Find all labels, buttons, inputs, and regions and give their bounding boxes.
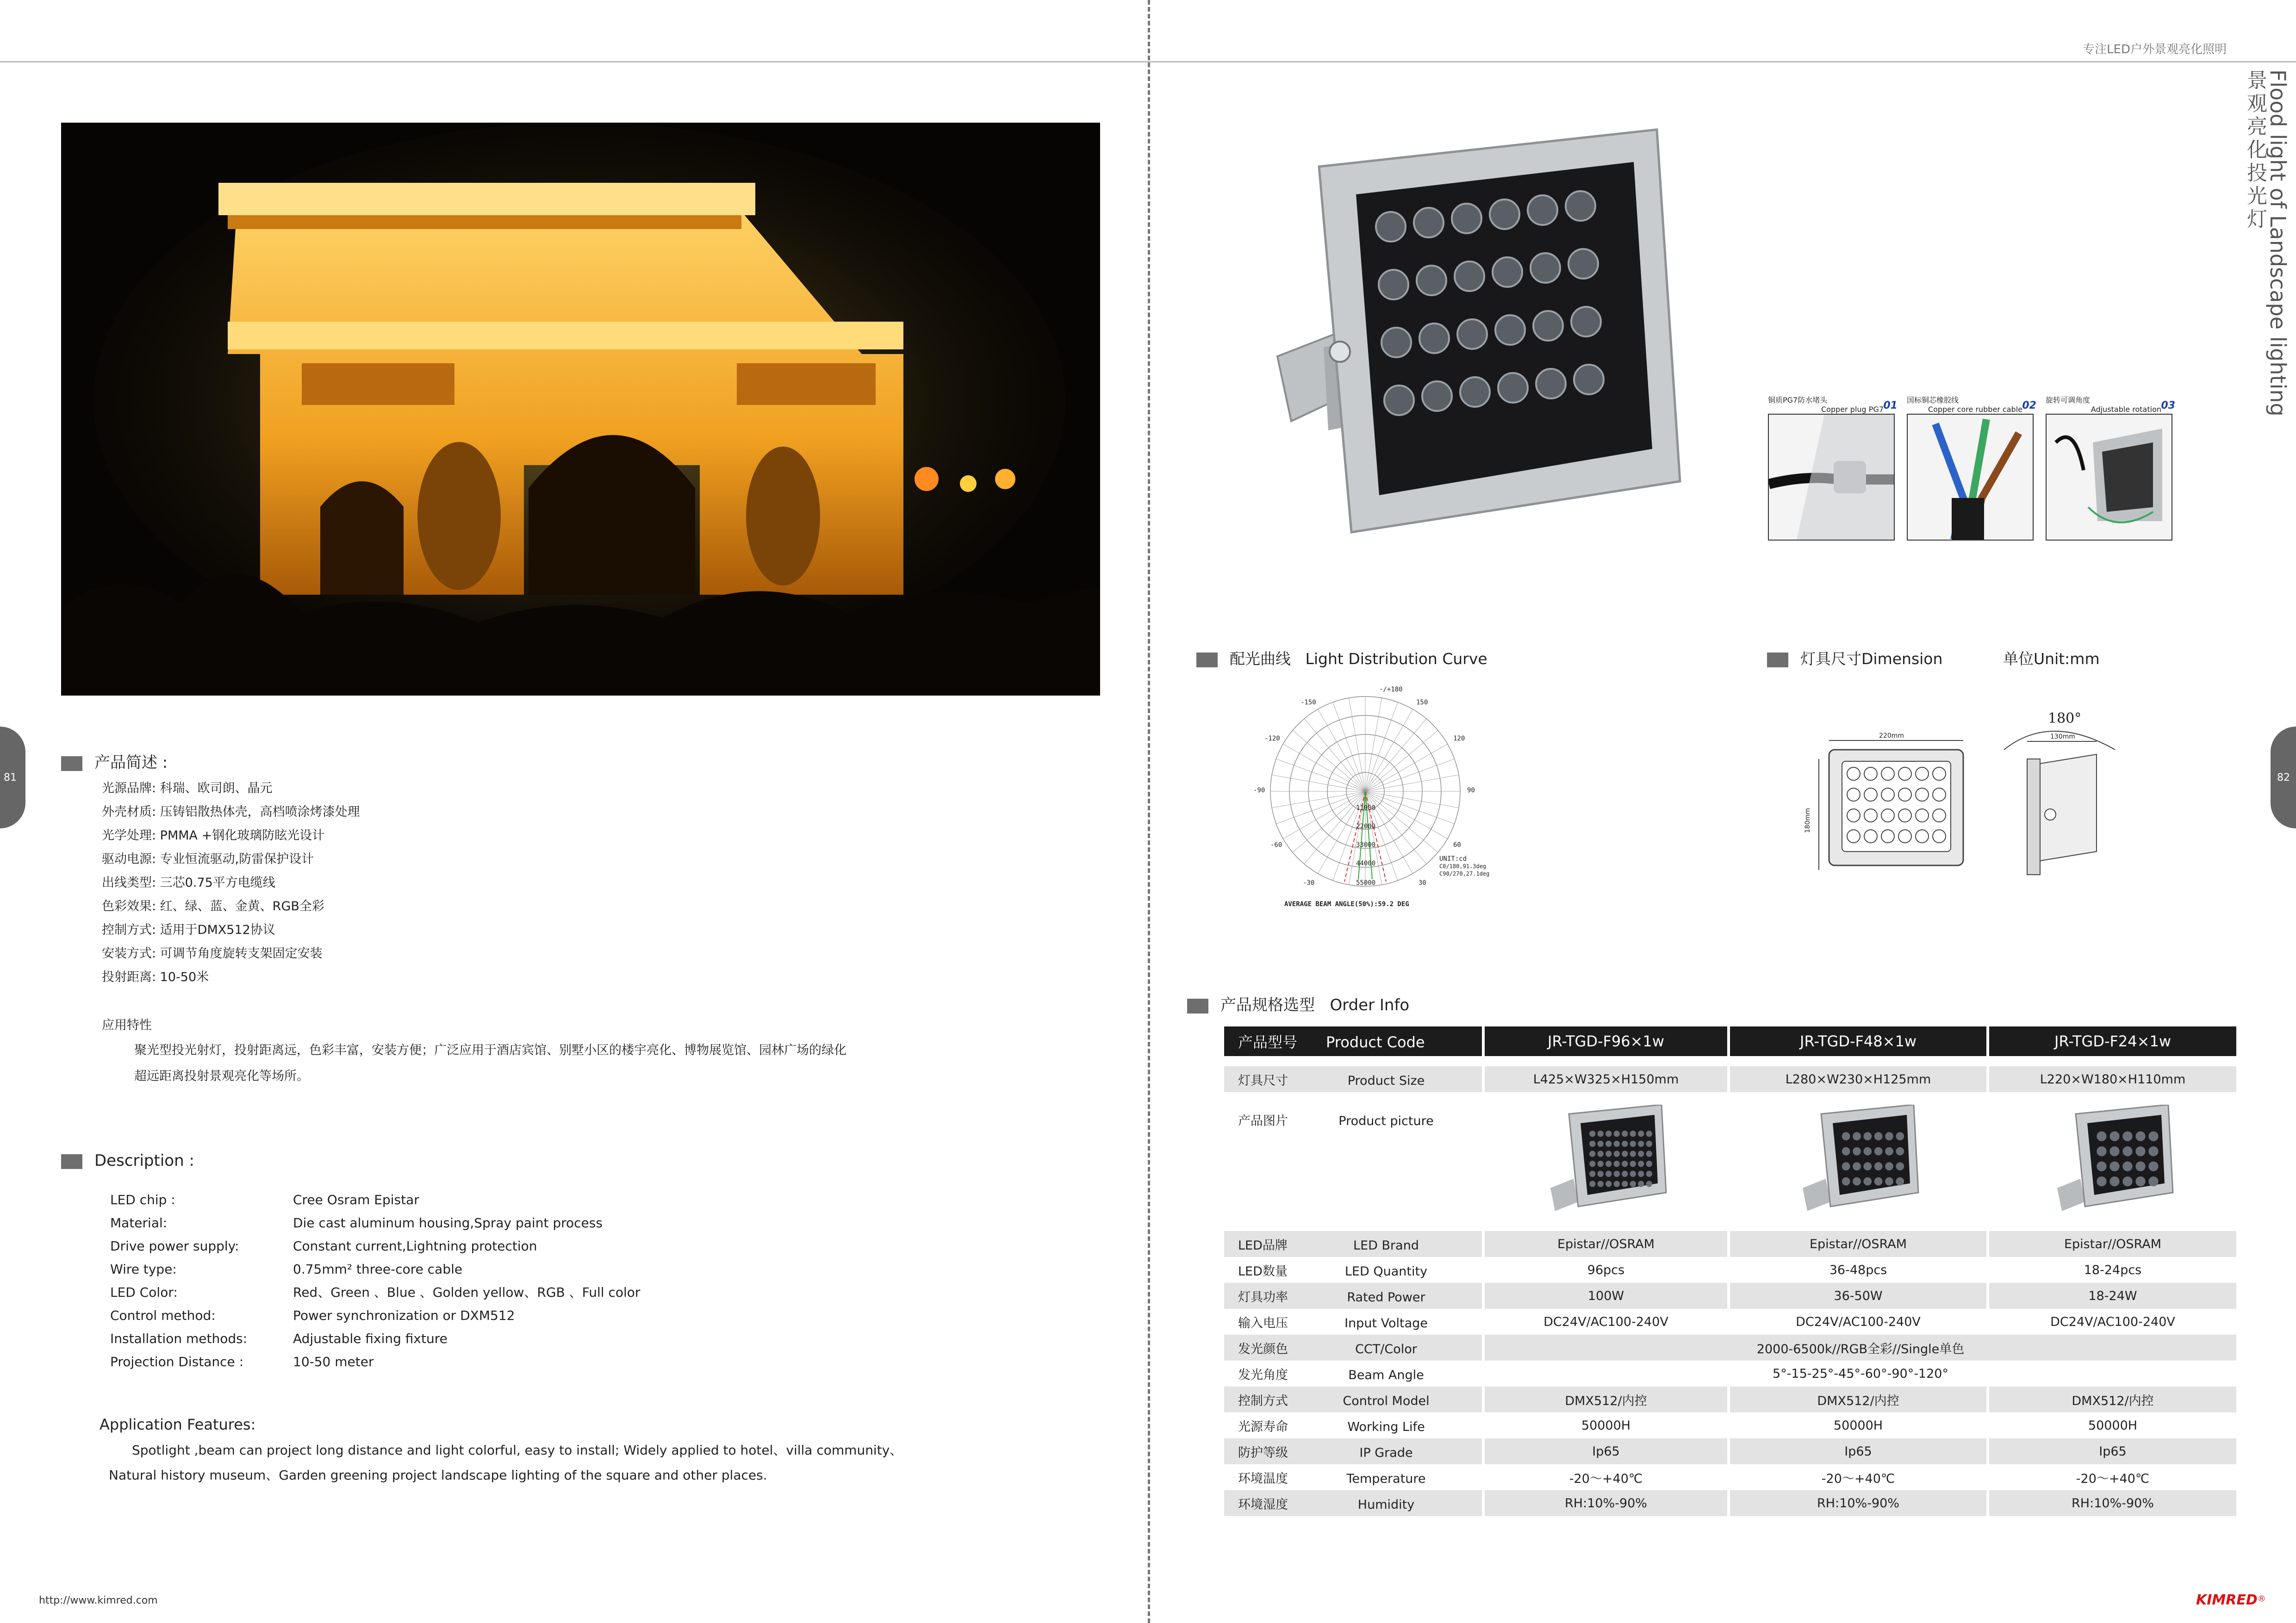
led-lens (2135, 1131, 2145, 1141)
angle-label: 90 (1467, 787, 1475, 794)
table-row: 控制方式 Control Model DMX512/内控 DMX512/内控 DMX512/内控 (1224, 1387, 2238, 1412)
led-outline (1933, 809, 1946, 822)
table-row: 发光角度 Beam Angle 5°-15-25°-45°-60°-90°-120° (1224, 1361, 2238, 1387)
detail-image (2046, 414, 2172, 541)
app-text-en-1: Spotlight ,beam can project long distance and light colorful, easy to install; Widely applied to hotel、villa community、 (132, 1443, 903, 1458)
led-lens (1863, 1177, 1872, 1185)
led-lens (1885, 1147, 1893, 1155)
led-lens (1598, 1170, 1604, 1176)
led-lens (1605, 1140, 1612, 1146)
angle-label: 60 (1453, 841, 1461, 849)
led-lens (1571, 307, 1601, 336)
led-lens (2109, 1131, 2119, 1141)
c0-label: C0/180,91.3deg (1439, 863, 1487, 870)
summary-line: 色彩效果: 红、绿、蓝、金黄、RGB全彩 (102, 899, 324, 914)
led-lens (1874, 1147, 1883, 1155)
summary-list (102, 777, 360, 989)
led-lens (1419, 323, 1449, 353)
led-lens (1630, 1131, 1636, 1137)
page-tab-right (2271, 727, 2296, 828)
led-lens (1568, 249, 1598, 279)
led-outline (1916, 809, 1929, 822)
description-row: LED Color: Red、Green 、Blue 、Golden yellow、RGB 、Full color (110, 1285, 641, 1300)
polar-grid (1270, 696, 1460, 886)
order-table (1224, 1026, 2239, 1516)
led-lens (1455, 261, 1484, 291)
detail-copper-cable: 国标铜芯橡胶线 Copper core rubber cable 02 (1907, 394, 2041, 541)
led-outline (1864, 830, 1877, 843)
app-heading-en: Application Features: (100, 1416, 256, 1433)
angle-label: -120 (1264, 735, 1280, 742)
table-row: 环境温度 Temperature -20～+40℃ -20～+40℃ -20～+40℃ (1224, 1464, 2238, 1490)
led-lens (1853, 1177, 1861, 1185)
led-lens (1630, 1161, 1636, 1167)
led-lens (2148, 1161, 2158, 1171)
led-lens (1589, 1170, 1595, 1176)
led-lens (1622, 1131, 1628, 1137)
led-outline (1916, 767, 1929, 780)
led-outline (1898, 767, 1911, 780)
led-lens (1417, 266, 1446, 295)
app-text-en-2: Natural history museum、Garden greening project landscape lighting of the square and other places. (109, 1468, 767, 1483)
led-lens (1589, 1150, 1595, 1157)
led-lens (2148, 1176, 2158, 1186)
led-outline (1916, 830, 1929, 843)
led-lens (1614, 1181, 1620, 1187)
led-outline (1916, 788, 1929, 801)
led-outline (1898, 809, 1911, 822)
angle-label: 30 (1419, 879, 1426, 887)
led-lens (1630, 1140, 1636, 1146)
led-lens (1630, 1170, 1636, 1176)
ring-label: 33000 (1356, 841, 1376, 849)
led-lens (2097, 1131, 2106, 1141)
led-lens (1622, 1140, 1628, 1146)
led-lens (1605, 1131, 1612, 1137)
vertical-title-en: Flood light of Landscape lighting (2265, 69, 2290, 417)
led-outline (1933, 767, 1946, 780)
led-lens (1422, 381, 1452, 411)
led-lens (1614, 1140, 1620, 1146)
led-lens (1533, 311, 1563, 341)
led-lens (1896, 1132, 1904, 1140)
unit-label: UNIT:cd (1439, 855, 1467, 863)
led-lens (2097, 1146, 2106, 1156)
led-outline (1881, 830, 1894, 843)
led-lens (1452, 204, 1481, 233)
beam-angle-label: AVERAGE BEAM ANGLE(50%):59.2 DEG (1284, 901, 1409, 908)
app-text-cn-1: 聚光型投光射灯，投射距离远，色彩丰富，安装方便；广泛应用于酒店宾馆、别墅小区的楼宇亮化、博物展览馆、园林广场的绿化 (134, 1043, 846, 1057)
led-lens (2122, 1131, 2132, 1141)
model-code: JR-TGD-F48×1w (1729, 1026, 1988, 1061)
width-label: 220mm (1879, 732, 1904, 740)
led-lens (1885, 1162, 1893, 1170)
summary-line: 控制方式: 适用于DMX512协议 (102, 923, 275, 937)
led-outline (1847, 767, 1860, 780)
led-lens (1853, 1162, 1861, 1170)
led-lens (1589, 1131, 1595, 1137)
angle-label: -90 (1253, 787, 1265, 794)
summary-line: 出线类型: 三芯0.75平方电缆线 (102, 876, 275, 890)
detail-copper-plug: 铜质PG7防水堵头 Copper plug PG7 01 (1768, 394, 1902, 541)
angle-label: -60 (1270, 841, 1282, 849)
footer-url[interactable]: http://www.kimred.com (39, 1595, 158, 1606)
led-lens (1646, 1150, 1652, 1157)
led-lens (1874, 1162, 1883, 1170)
led-lens (1536, 369, 1566, 398)
led-lens (1863, 1147, 1872, 1155)
led-lens (2122, 1176, 2132, 1186)
led-lens (1379, 270, 1408, 299)
led-outline (1864, 788, 1877, 801)
led-lens (1638, 1170, 1644, 1176)
led-lens (2122, 1146, 2132, 1156)
led-lens (1605, 1150, 1612, 1157)
header-tagline: 专注LED户外景观亮化照明 (2083, 43, 2227, 56)
curve-heading: 配光曲线 Light Distribution Curve (1196, 647, 1487, 669)
table-row: 输入电压 Input Voltage DC24V/AC100-240V DC24V/AC100-240V DC24V/AC100-240V (1224, 1309, 2238, 1335)
led-lens (2109, 1161, 2119, 1171)
led-lens (1622, 1161, 1628, 1167)
led-lens (1842, 1132, 1850, 1140)
description-row: Installation methods: Adjustable fixing fixture (110, 1331, 448, 1346)
summary-heading: 产品简述 : (61, 750, 168, 772)
table-row: LED数量 LED Quantity 96pcs 36-48pcs 18-24pcs (1224, 1257, 2238, 1283)
led-lens (2109, 1146, 2119, 1156)
led-lens (1646, 1170, 1652, 1176)
led-outline (1898, 830, 1911, 843)
dimension-drawing (1800, 703, 2171, 889)
led-lens (1646, 1140, 1652, 1146)
ring-label: 22000 (1356, 823, 1376, 830)
led-lens (1598, 1181, 1604, 1187)
page-number-right: 82 (2277, 772, 2290, 784)
led-outline (1881, 788, 1894, 801)
table-row: 防护等级 IP Grade Ip65 Ip65 Ip65 (1224, 1438, 2238, 1464)
ring-label: 55000 (1356, 879, 1376, 887)
led-lens (1638, 1131, 1644, 1137)
led-lens (1493, 257, 1522, 287)
led-lens (1589, 1140, 1595, 1146)
led-lens (1630, 1181, 1636, 1187)
led-lens (2135, 1161, 2145, 1171)
led-lens (1630, 1150, 1636, 1157)
table-row: 灯具功率 Rated Power 100W 36-50W 18-24W (1224, 1283, 2238, 1309)
led-lens (1638, 1181, 1644, 1187)
led-lens (1566, 191, 1595, 221)
ring-label: 44000 (1356, 860, 1376, 867)
c90-label: C90/270,27.1deg (1439, 871, 1490, 877)
description-row: Wire type: 0.75mm² three-core cable (110, 1262, 463, 1277)
led-lens (1896, 1162, 1904, 1170)
model-code: JR-TGD-F24×1w (1988, 1026, 2238, 1061)
led-lens (1885, 1132, 1893, 1140)
summary-line: 光学处理: PMMA +钢化玻璃防眩光设计 (102, 828, 325, 843)
led-lens (1598, 1161, 1604, 1167)
led-lens (1614, 1170, 1620, 1176)
led-lens (2097, 1161, 2106, 1171)
dimension-heading: 灯具尺寸Dimension (1767, 647, 1942, 669)
detail-image (1768, 414, 1895, 541)
led-outline (1898, 788, 1911, 801)
section-marker-icon (61, 756, 82, 771)
summary-line: 安装方式: 可调节角度旋转支架固定安装 (102, 946, 323, 961)
led-lens (1531, 253, 1560, 283)
section-marker-icon (61, 1154, 82, 1169)
led-lens (1457, 319, 1487, 349)
led-lens (1614, 1131, 1620, 1137)
rotation-label: 180° (2048, 710, 2082, 727)
description-row: Drive power supply: Constant current,Lightning protection (110, 1238, 537, 1254)
table-header-row (1224, 1026, 2238, 1061)
led-lens (2135, 1176, 2145, 1186)
led-lens (1605, 1170, 1612, 1176)
led-lens (1842, 1147, 1850, 1155)
led-lens (1896, 1147, 1904, 1155)
ring-label: 11000 (1356, 804, 1376, 812)
summary-line: 投射距离: 10-50米 (102, 970, 209, 984)
page-number-left: 81 (4, 772, 17, 784)
section-marker-icon (1767, 653, 1788, 667)
led-lens (1381, 328, 1411, 357)
description-row: Material: Die cast aluminum housing,Spray paint process (110, 1215, 603, 1231)
detail-rotation: 旋转可调角度 Adjustable rotation 03 (2046, 394, 2180, 541)
led-lens (1598, 1131, 1604, 1137)
app-text-cn-2: 超远距离投射景观亮化等场所。 (134, 1069, 309, 1083)
vertical-title-cn: 景观亮化投光灯 (2243, 69, 2267, 231)
led-lens (2109, 1176, 2119, 1186)
led-lens (1646, 1131, 1652, 1137)
led-outline (1933, 830, 1946, 843)
table-row: 环境湿度 Humidity RH:10%-90% RH:10%-90% RH:10%-90% (1224, 1490, 2238, 1516)
model-code: JR-TGD-F96×1w (1483, 1026, 1729, 1061)
led-outline (1881, 809, 1894, 822)
detail-image (1907, 414, 2034, 541)
section-marker-icon (1187, 999, 1208, 1014)
led-lens (1498, 373, 1528, 403)
led-outline (1847, 788, 1860, 801)
order-heading: 产品规格选型 Order Info (1187, 992, 1409, 1015)
led-lens (1384, 386, 1414, 415)
brand-logo: KIMRED® (2196, 1592, 2266, 1608)
led-lens (1622, 1150, 1628, 1157)
led-outline (1864, 809, 1877, 822)
led-lens (2097, 1176, 2106, 1186)
led-lens (1896, 1177, 1904, 1185)
description-row: Projection Distance : 10-50 meter (110, 1354, 374, 1369)
product-floodlight-photo (1250, 125, 1689, 541)
table-row: 灯具尺寸 Product Size L425×W325×H150mm L280×W230×H125mm L220×W180×H110mm (1224, 1061, 2238, 1092)
led-lens (1614, 1150, 1620, 1157)
description-list (110, 1188, 640, 1374)
section-marker-icon (1196, 653, 1218, 667)
table-row: 发光颜色 CCT/Color 2000-6500k//RGB全彩//Single单色 (1224, 1335, 2238, 1361)
description-heading: Description : (61, 1151, 194, 1170)
height-label: 180mm (1804, 808, 1811, 833)
description-row: LED chip : Cree Osram Epistar (110, 1192, 419, 1207)
led-lens (1495, 315, 1525, 345)
angle-label: -150 (1300, 699, 1316, 706)
angle-label: 150 (1416, 699, 1428, 706)
led-lens (1638, 1161, 1644, 1167)
led-lens (2122, 1161, 2132, 1171)
led-lens (1646, 1161, 1652, 1167)
led-lens (1874, 1132, 1883, 1140)
led-lens (1842, 1162, 1850, 1170)
table-row: LED品牌 LED Brand Epistar//OSRAM Epistar//OSRAM Epistar//OSRAM (1224, 1231, 2238, 1257)
page-spine (1148, 0, 1150, 1623)
product-thumb (1729, 1092, 1988, 1231)
depth-label: 130mm (2050, 733, 2075, 740)
led-lens (1528, 195, 1557, 225)
led-outline (1847, 830, 1860, 843)
led-lens (1885, 1177, 1893, 1185)
product-thumb (1988, 1092, 2238, 1231)
description-row: Control method: Power synchronization or DXM512 (110, 1308, 515, 1323)
led-lens (1863, 1162, 1872, 1170)
led-lens (1842, 1177, 1850, 1185)
angle-label: 120 (1453, 735, 1465, 742)
led-lens (2148, 1131, 2158, 1141)
led-lens (1853, 1132, 1861, 1140)
led-lens (1853, 1147, 1861, 1155)
led-lens (1589, 1161, 1595, 1167)
page-tab-left (0, 727, 25, 828)
product-thumb (1483, 1092, 1729, 1231)
led-lens (1614, 1161, 1620, 1167)
led-lens (1598, 1140, 1604, 1146)
led-lens (2135, 1146, 2145, 1156)
led-lens (1574, 365, 1604, 394)
led-lens (1490, 199, 1519, 229)
header-label: 产品型号 Product Code (1224, 1026, 1483, 1061)
led-lens (1605, 1161, 1612, 1167)
led-outline (1933, 788, 1946, 801)
angle-label: -30 (1303, 879, 1315, 887)
led-lens (1598, 1150, 1604, 1157)
polar-curve-chart (1250, 685, 1574, 916)
dimension-unit: 单位Unit:mm (2003, 650, 2100, 668)
led-lens (1589, 1181, 1595, 1187)
app-heading-cn: 应用特性 (102, 1018, 152, 1032)
led-outline (1881, 767, 1894, 780)
summary-line: 驱动电源: 专业恒流驱动,防雷保护设计 (102, 852, 314, 866)
summary-line: 光源品牌: 科瑞、欧司朗、晶元 (102, 781, 273, 796)
table-row-picture: 产品图片 Product picture (1224, 1092, 2238, 1231)
led-lens (1638, 1140, 1644, 1146)
led-lens (1414, 208, 1444, 237)
led-lens (1622, 1181, 1628, 1187)
hero-arch-photo (61, 123, 1100, 696)
led-lens (1638, 1150, 1644, 1157)
led-lens (1874, 1177, 1883, 1185)
summary-line: 外壳材质: 压铸铝散热体壳，高档喷涂烤漆处理 (102, 805, 360, 819)
led-lens (1622, 1170, 1628, 1176)
led-lens (1863, 1132, 1872, 1140)
angle-label: -/+180 (1379, 686, 1403, 693)
led-lens (2148, 1146, 2158, 1156)
table-row: 光源寿命 Working Life 50000H 50000H 50000H (1224, 1412, 2238, 1438)
led-outline (1847, 809, 1860, 822)
led-lens (1605, 1181, 1612, 1187)
led-lens (1646, 1181, 1652, 1187)
led-outline (1864, 767, 1877, 780)
led-lens (1460, 377, 1490, 407)
led-lens (1376, 212, 1406, 242)
